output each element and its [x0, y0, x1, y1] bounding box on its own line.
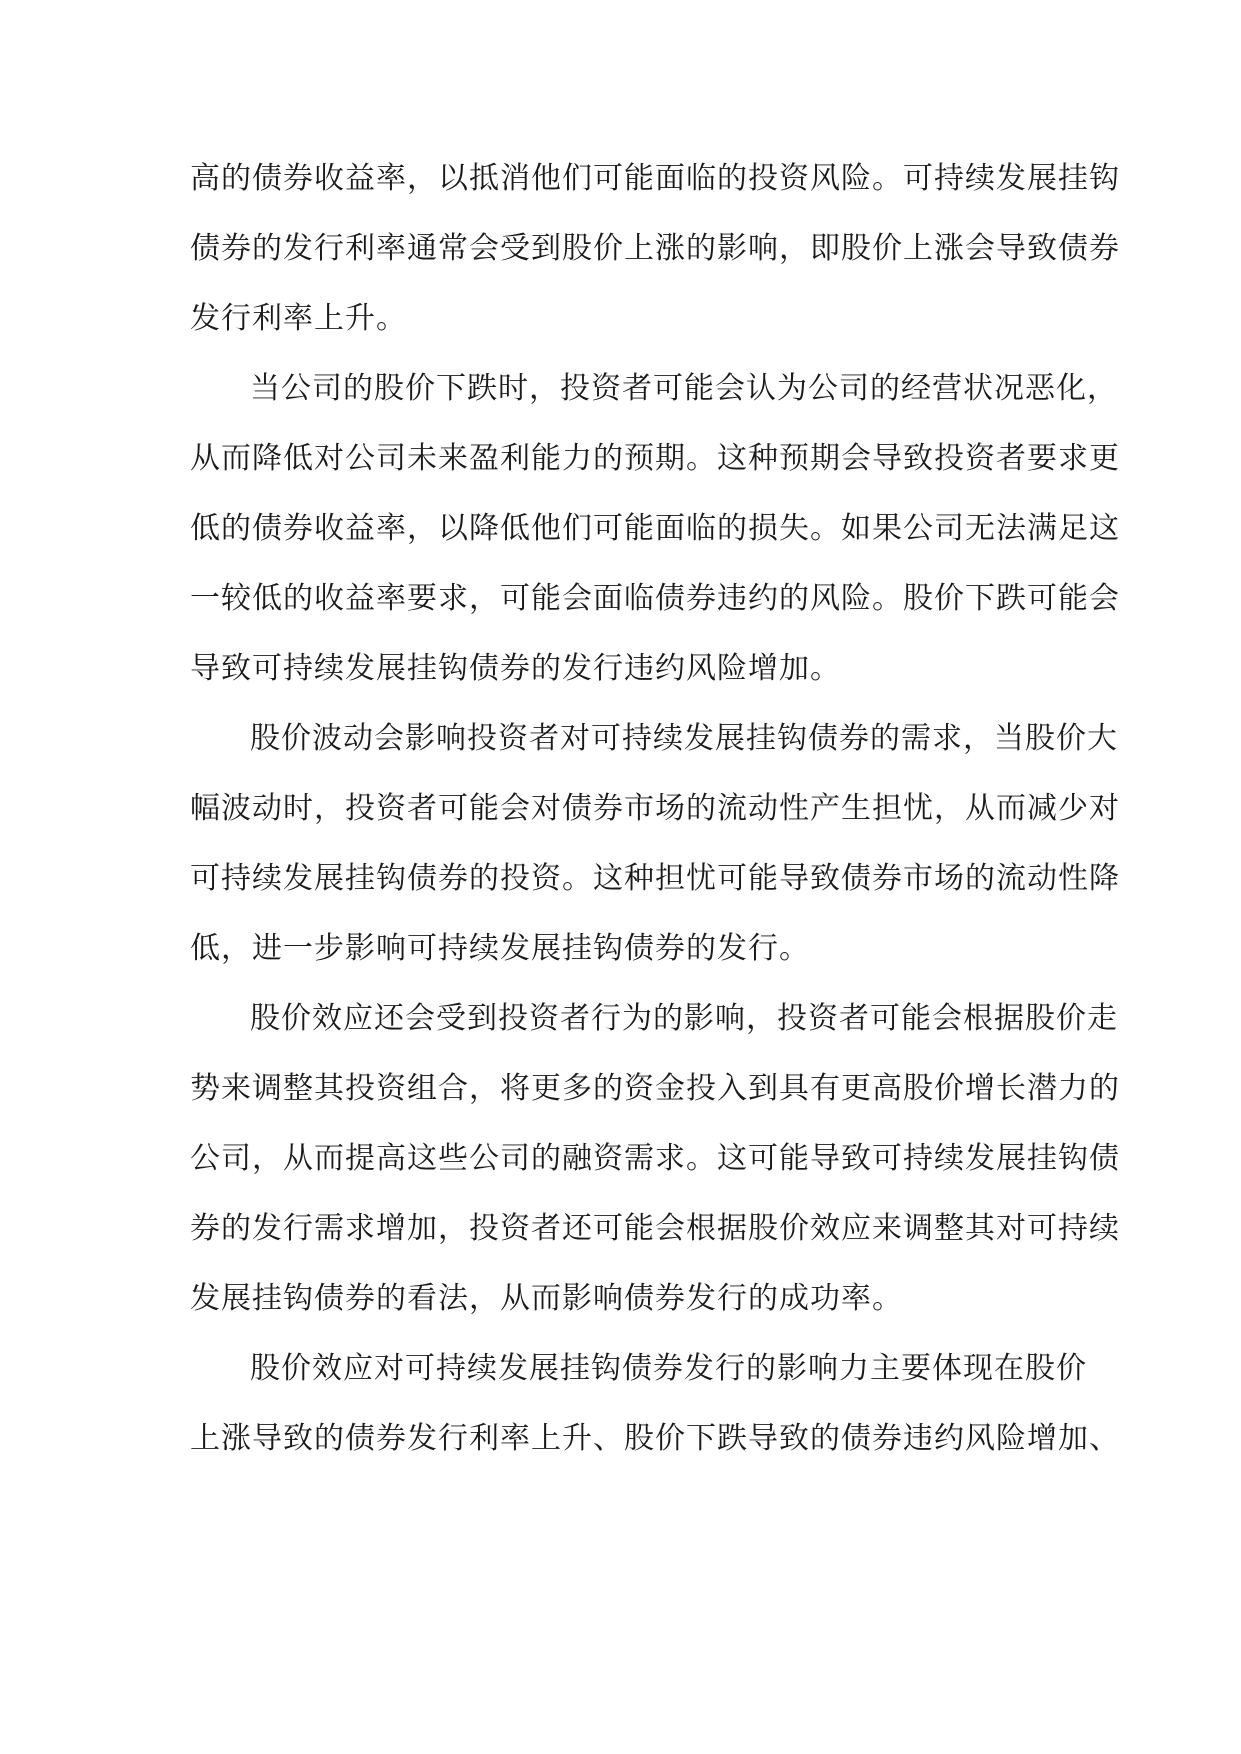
- paragraph-2: [190, 354, 1120, 704]
- paragraph-line: 高的债券收益率，以抵消他们可能面临的投资风险。可持续发展挂钩: [190, 161, 1120, 196]
- paragraph-line: 股价波动会影响投资者对可持续发展挂钩债券的需求，当股价大: [250, 721, 1118, 756]
- paragraph-3: [190, 704, 1120, 984]
- paragraph-line: 从而降低对公司未来盈利能力的预期。这种预期会导致投资者要求更: [190, 441, 1120, 476]
- paragraph-5: [190, 1334, 1120, 1474]
- paragraph-line: 低的债券收益率，以降低他们可能面临的损失。如果公司无法满足这: [190, 511, 1120, 546]
- paragraph-1: [190, 144, 1120, 354]
- paragraph-line: 低，进一步影响可持续发展挂钩债券的发行。: [190, 931, 810, 966]
- paragraph-line: 幅波动时，投资者可能会对债券市场的流动性产生担忧，从而减少对: [190, 791, 1120, 826]
- paragraph-line: 股价效应对可持续发展挂钩债券发行的影响力主要体现在股价: [250, 1351, 1087, 1386]
- paragraph-line: 券的发行需求增加，投资者还可能会根据股价效应来调整其对可持续: [190, 1211, 1120, 1246]
- paragraph-line: 债券的发行利率通常会受到股价上涨的影响，即股价上涨会导致债券: [190, 231, 1120, 266]
- paragraph-line: 当公司的股价下跌时，投资者可能会认为公司的经营状况恶化，: [250, 371, 1118, 406]
- paragraph-line: 发展挂钩债券的看法，从而影响债券发行的成功率。: [190, 1281, 903, 1316]
- paragraph-line: 公司，从而提高这些公司的融资需求。这可能导致可持续发展挂钩债: [190, 1141, 1120, 1176]
- paragraph-line: 上涨导致的债券发行利率上升、股价下跌导致的债券违约风险增加、: [190, 1421, 1120, 1456]
- paragraph-4: [190, 984, 1120, 1334]
- document-body: [190, 144, 1120, 1474]
- paragraph-line: 发行利率上升。: [190, 301, 407, 336]
- paragraph-line: 势来调整其投资组合，将更多的资金投入到具有更高股价增长潜力的: [190, 1071, 1120, 1106]
- paragraph-line: 可持续发展挂钩债券的投资。这种担忧可能导致债券市场的流动性降: [190, 861, 1120, 896]
- paragraph-line: 导致可持续发展挂钩债券的发行违约风险增加。: [190, 651, 841, 686]
- paragraph-line: 股价效应还会受到投资者行为的影响，投资者可能会根据股价走: [250, 1001, 1118, 1036]
- paragraph-line: 一较低的收益率要求，可能会面临债券违约的风险。股价下跌可能会: [190, 581, 1120, 616]
